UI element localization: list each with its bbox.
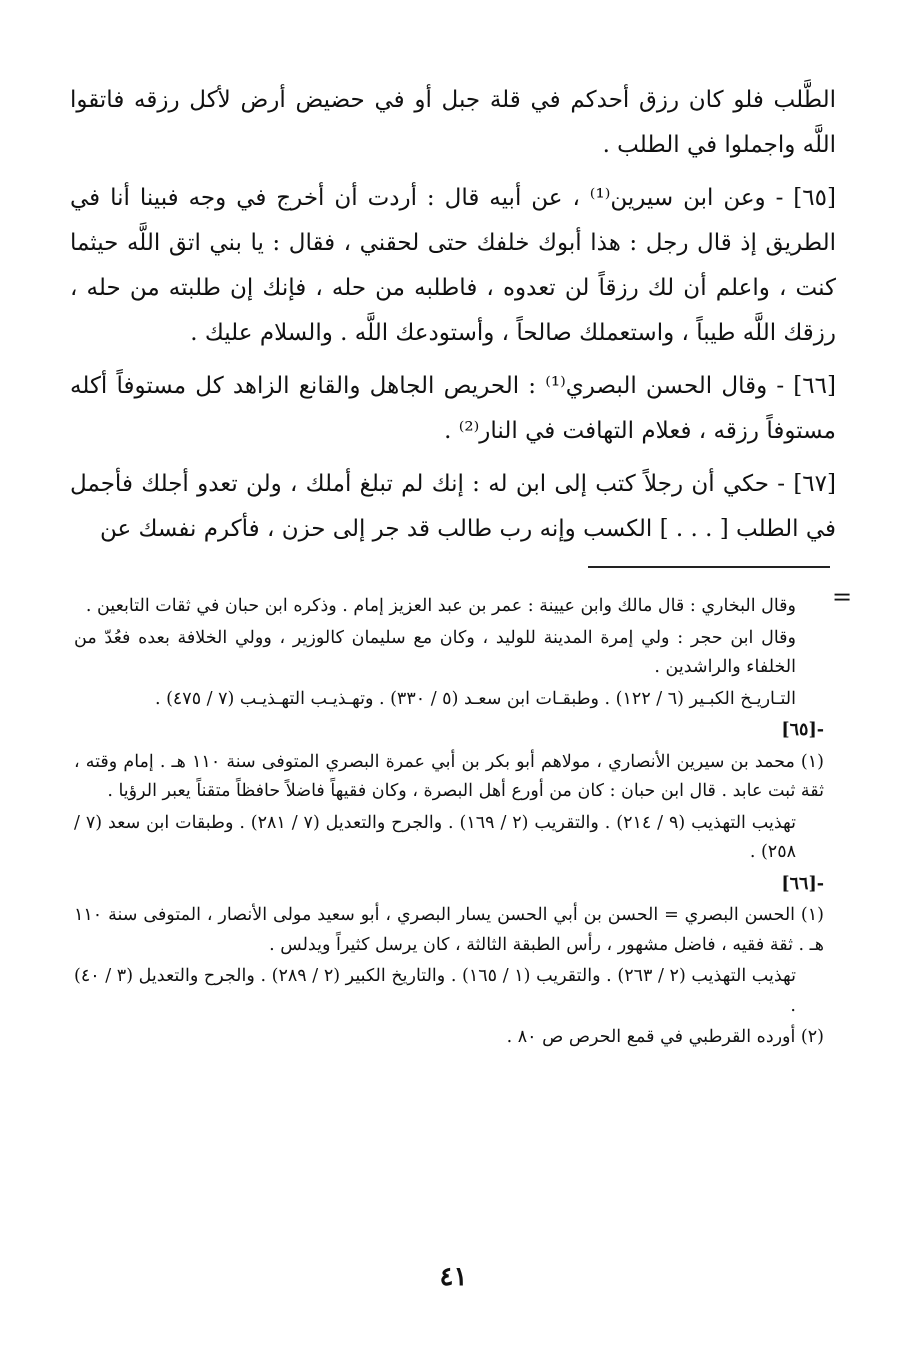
footnote-line: تهذيب التهذيب (٩ / ٢١٤) . والتقريب (٢ / ١٦٩) . والجرح والتعديل (٧ / ٢٨١) . وطبقات ابن سعد (٧ / ٢٥٨) . xyxy=(74,812,796,862)
footnote-line: (١) الحسن البصري = الحسن بن أبي الحسن يسار البصري ، أبو سعيد مولى الأنصار ، المتوفى سنة ١١٠ هـ . ثقة فقيه ، فاضل مشهور ، رأس الطبقة الثالثة ، كان يرسل كثيراً ويدلس . xyxy=(74,905,824,955)
footnotes xyxy=(74,592,824,1055)
continuation-mark: = xyxy=(832,583,853,611)
page-number: ٤١ xyxy=(439,1262,468,1292)
footnote-line: تهذيب التهذيب (٢ / ٢٦٣) . والتقريب (١ / ١٦٥) . والتاريخ الكبير (٢ / ٢٨٩) . والجرح والتعديل (٣ / ٤٠) . xyxy=(74,966,796,1016)
footnote-separator xyxy=(588,566,830,568)
footnote-line: (١) محمد بن سيرين الأنصاري ، مولاهم أبو بكر بن أبي عمرة البصري المتوفى سنة ١١٠ هـ . إمام وقته ، ثقة ثبت عابد . قال ابن حبان : كان من أورع أهل البصرة ، وكان فقيهاً فاضلاً حافظاً متقناً يعبر الرؤيا . xyxy=(74,751,824,801)
footnote-section-66: -[٦٦] xyxy=(781,873,824,894)
footnote-line: وقال ابن حجر : ولي إمرة المدينة للوليد ، وكان مع سليمان كالوزير ، وولي الخلافة بعده فعُدّ من الخلفاء والراشدين . xyxy=(74,627,796,677)
footnote-line: التـاريـخ الكبـير (٦ / ١٢٢) . وطبقـات ابن سعـد (٥ / ٣٣٠) . وتهـذيـب التهـذيـب (٧ / ٤٧٥) . xyxy=(154,688,796,709)
paragraph-66: [٦٦] - وقال الحسن البصري⁽¹⁾ : الحريص الجاهل والقانع الزاهد كل مستوفاً أكله مستوفاً رزقه ، فعلام التهافت في النار⁽²⁾ . xyxy=(70,373,836,444)
main-text xyxy=(70,78,836,560)
paragraph-intro: الطَّلب فلو كان رزق أحدكم في قلة جبل أو في حضيض أرض لأكل رزقه فاتقوا اللَّه واجملوا في الطلب . xyxy=(70,87,836,158)
paragraph-65: [٦٥] - وعن ابن سيرين⁽¹⁾ ، عن أبيه قال : أردت أن أخرج في وجه فبينا أنا في الطريق إذ قال رجل : هذا أبوك خلفك حتى لحقني ، فقال : يا بني اتق اللَّه حيثما كنت ، واعلم أن لك رزقاً لن تعدوه ، فاطلبه من حله ، فإنك إن طلبته من حله ، رزقك اللَّه طيباً ، واستعملك صالحاً ، وأستودعك اللَّه . والسلام عليك . xyxy=(70,185,836,346)
footnote-section-65: -[٦٥] xyxy=(781,720,824,740)
footnote-line: (٢) أورده القرطبي في قمع الحرص ص ٨٠ . xyxy=(506,1027,824,1047)
paragraph-67: [٦٧] - حكي أن رجلاً كتب إلى ابن له : إنك لم تبلغ أملك ، ولن تعدو أجلك فأجمل في الطلب [ . . . ] الكسب وإنه رب طالب قد جر إلى حزن ، فأكرم نفسك عن xyxy=(70,471,836,542)
footnote-line: وقال البخاري : قال مالك وابن عيينة : عمر بن عبد العزيز إمام . وذكره ابن حبان في ثقات التابعين . xyxy=(85,596,796,616)
